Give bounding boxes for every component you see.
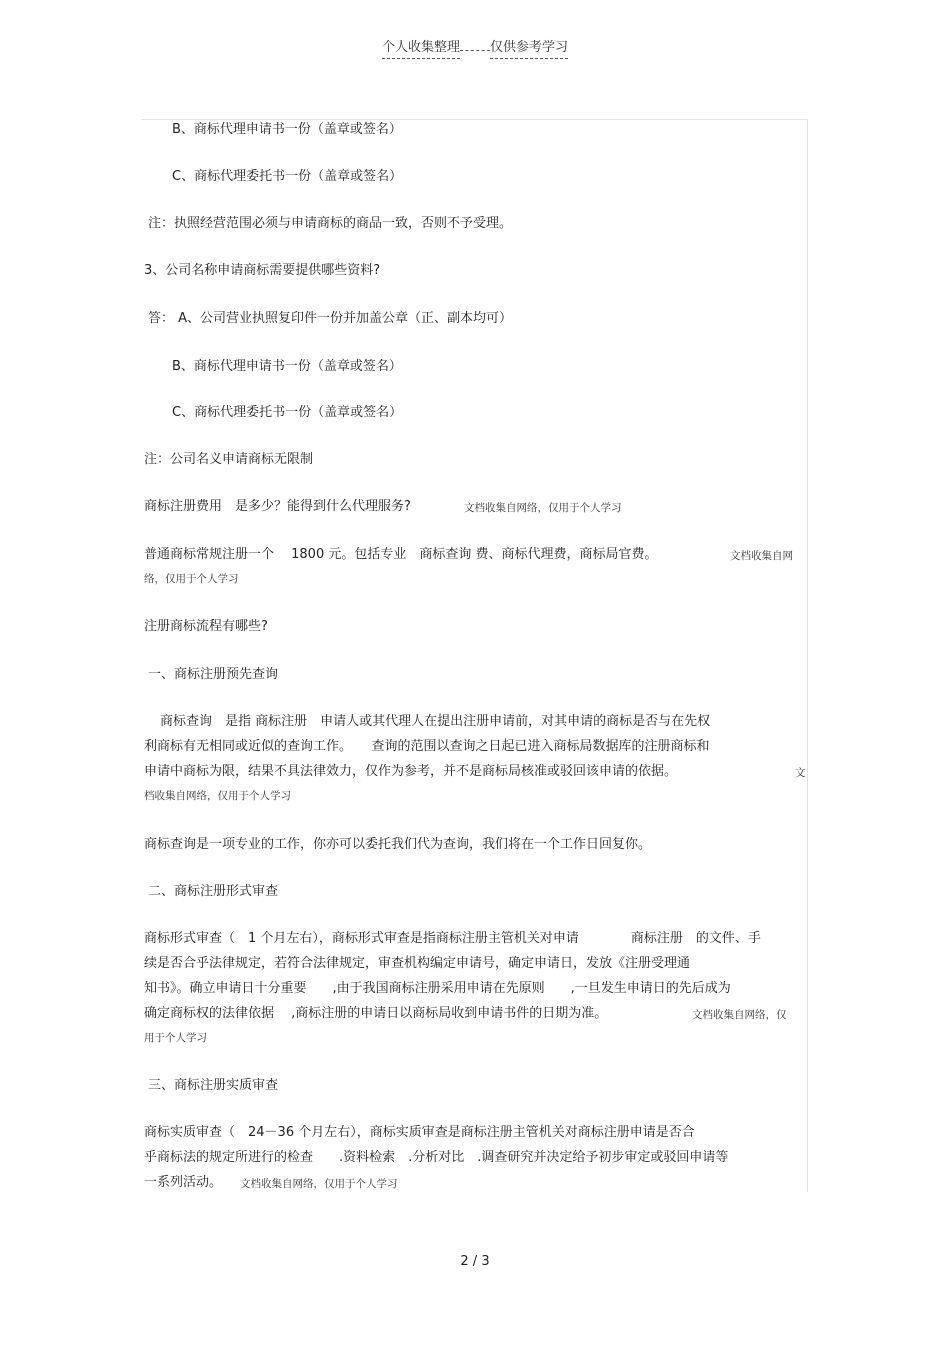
text-line: 商标查询 是指 商标注册 申请人或其代理人在提出注册申请前，对其申请的商标是否与在先权 [160, 714, 711, 729]
watermark-note: 文档收集自网络，仅用于个人学习 [240, 1178, 398, 1190]
text-line: 注：执照经营范围必须与申请商标的商品一致，否则不予受理。 [148, 216, 513, 231]
text-line: 商标实质审查（ 24－36 个月左右），商标实质审查是商标注册主管机关对商标注册申请是否合 [144, 1125, 695, 1140]
header-right: 仅供参考学习 [490, 36, 568, 59]
section-heading: 三、商标注册实质审查 [148, 1078, 279, 1093]
text-line: B、商标代理申请书一份（盖章或签名） [172, 122, 402, 137]
watermark-note: 档收集自网络，仅用于个人学习 [144, 790, 291, 802]
header-left: 个人收集整理 [382, 36, 460, 59]
text-line: C、商标代理委托书一份（盖章或签名） [172, 169, 403, 184]
text-line: 确定商标权的法律依据 ,商标注册的申请日以商标局收到申请书件的日期为准。 [144, 1006, 608, 1021]
text-line: B、商标代理申请书一份（盖章或签名） [172, 359, 402, 374]
watermark-note: 用于个人学习 [144, 1032, 207, 1044]
page-header [0, 36, 950, 59]
text-line: 注：公司名义申请商标无限制 [144, 452, 314, 467]
text-line: 知书》。确立申请日十分重要 ,由于我国商标注册采用申请在先原则 ,一旦发生申请日的先后成为 [144, 981, 731, 996]
text-line: 答： A、公司营业执照复印件一份并加盖公章（正、副本均可） [148, 311, 513, 326]
text-line: 申请中商标为限，结果不具法律效力，仅作为参考，并不是商标局核准或驳回该申请的依据。 [144, 764, 678, 779]
text-line: 普通商标常规注册一个 1800 元。包括专业 商标查询 费、商标代理费，商标局官费。 [144, 547, 658, 562]
watermark-note: 文档收集自网络，仅用于个人学习 [464, 502, 622, 514]
text-line: 利商标有无相同或近似的查询工作。 查询的范围以查询之日起已进入商标局数据库的注册商标和 [144, 739, 710, 754]
text-line: 续是否合乎法律规定，若符合法律规定，审查机构编定申请号，确定申请日，发放《注册受理通 [144, 956, 691, 971]
text-line: 商标形式审查（ 1 个月左右），商标形式审查是指商标注册主管机关对申请 商标注册 的文件、手 [144, 931, 761, 946]
section-heading: 二、商标注册形式审查 [148, 884, 279, 899]
question-line: 3、公司名称申请商标需要提供哪些资料? [144, 263, 381, 278]
question-line: 商标注册费用 是多少？能得到什么代理服务? [144, 499, 411, 514]
watermark-note: 文档收集自网络，仅 [692, 1009, 787, 1021]
watermark-note: 络，仅用于个人学习 [144, 573, 239, 585]
text-line: 乎商标法的规定所进行的检查 .资料检索 .分析对比 .调查研究并决定给予初步审定或驳回申请等 [144, 1150, 729, 1165]
watermark-note: 文 [795, 767, 806, 779]
page-number: 2 / 3 [460, 1254, 490, 1269]
text-line: 一系列活动。 [144, 1175, 223, 1190]
watermark-note: 文档收集自网 [730, 550, 793, 562]
text-line: 商标查询是一项专业的工作，你亦可以委托我们代为查询，我们将在一个工作日回复你。 [144, 837, 652, 852]
section-heading: 一、商标注册预先查询 [148, 667, 279, 682]
question-line: 注册商标流程有哪些? [144, 619, 268, 634]
text-line: C、商标代理委托书一份（盖章或签名） [172, 405, 403, 420]
